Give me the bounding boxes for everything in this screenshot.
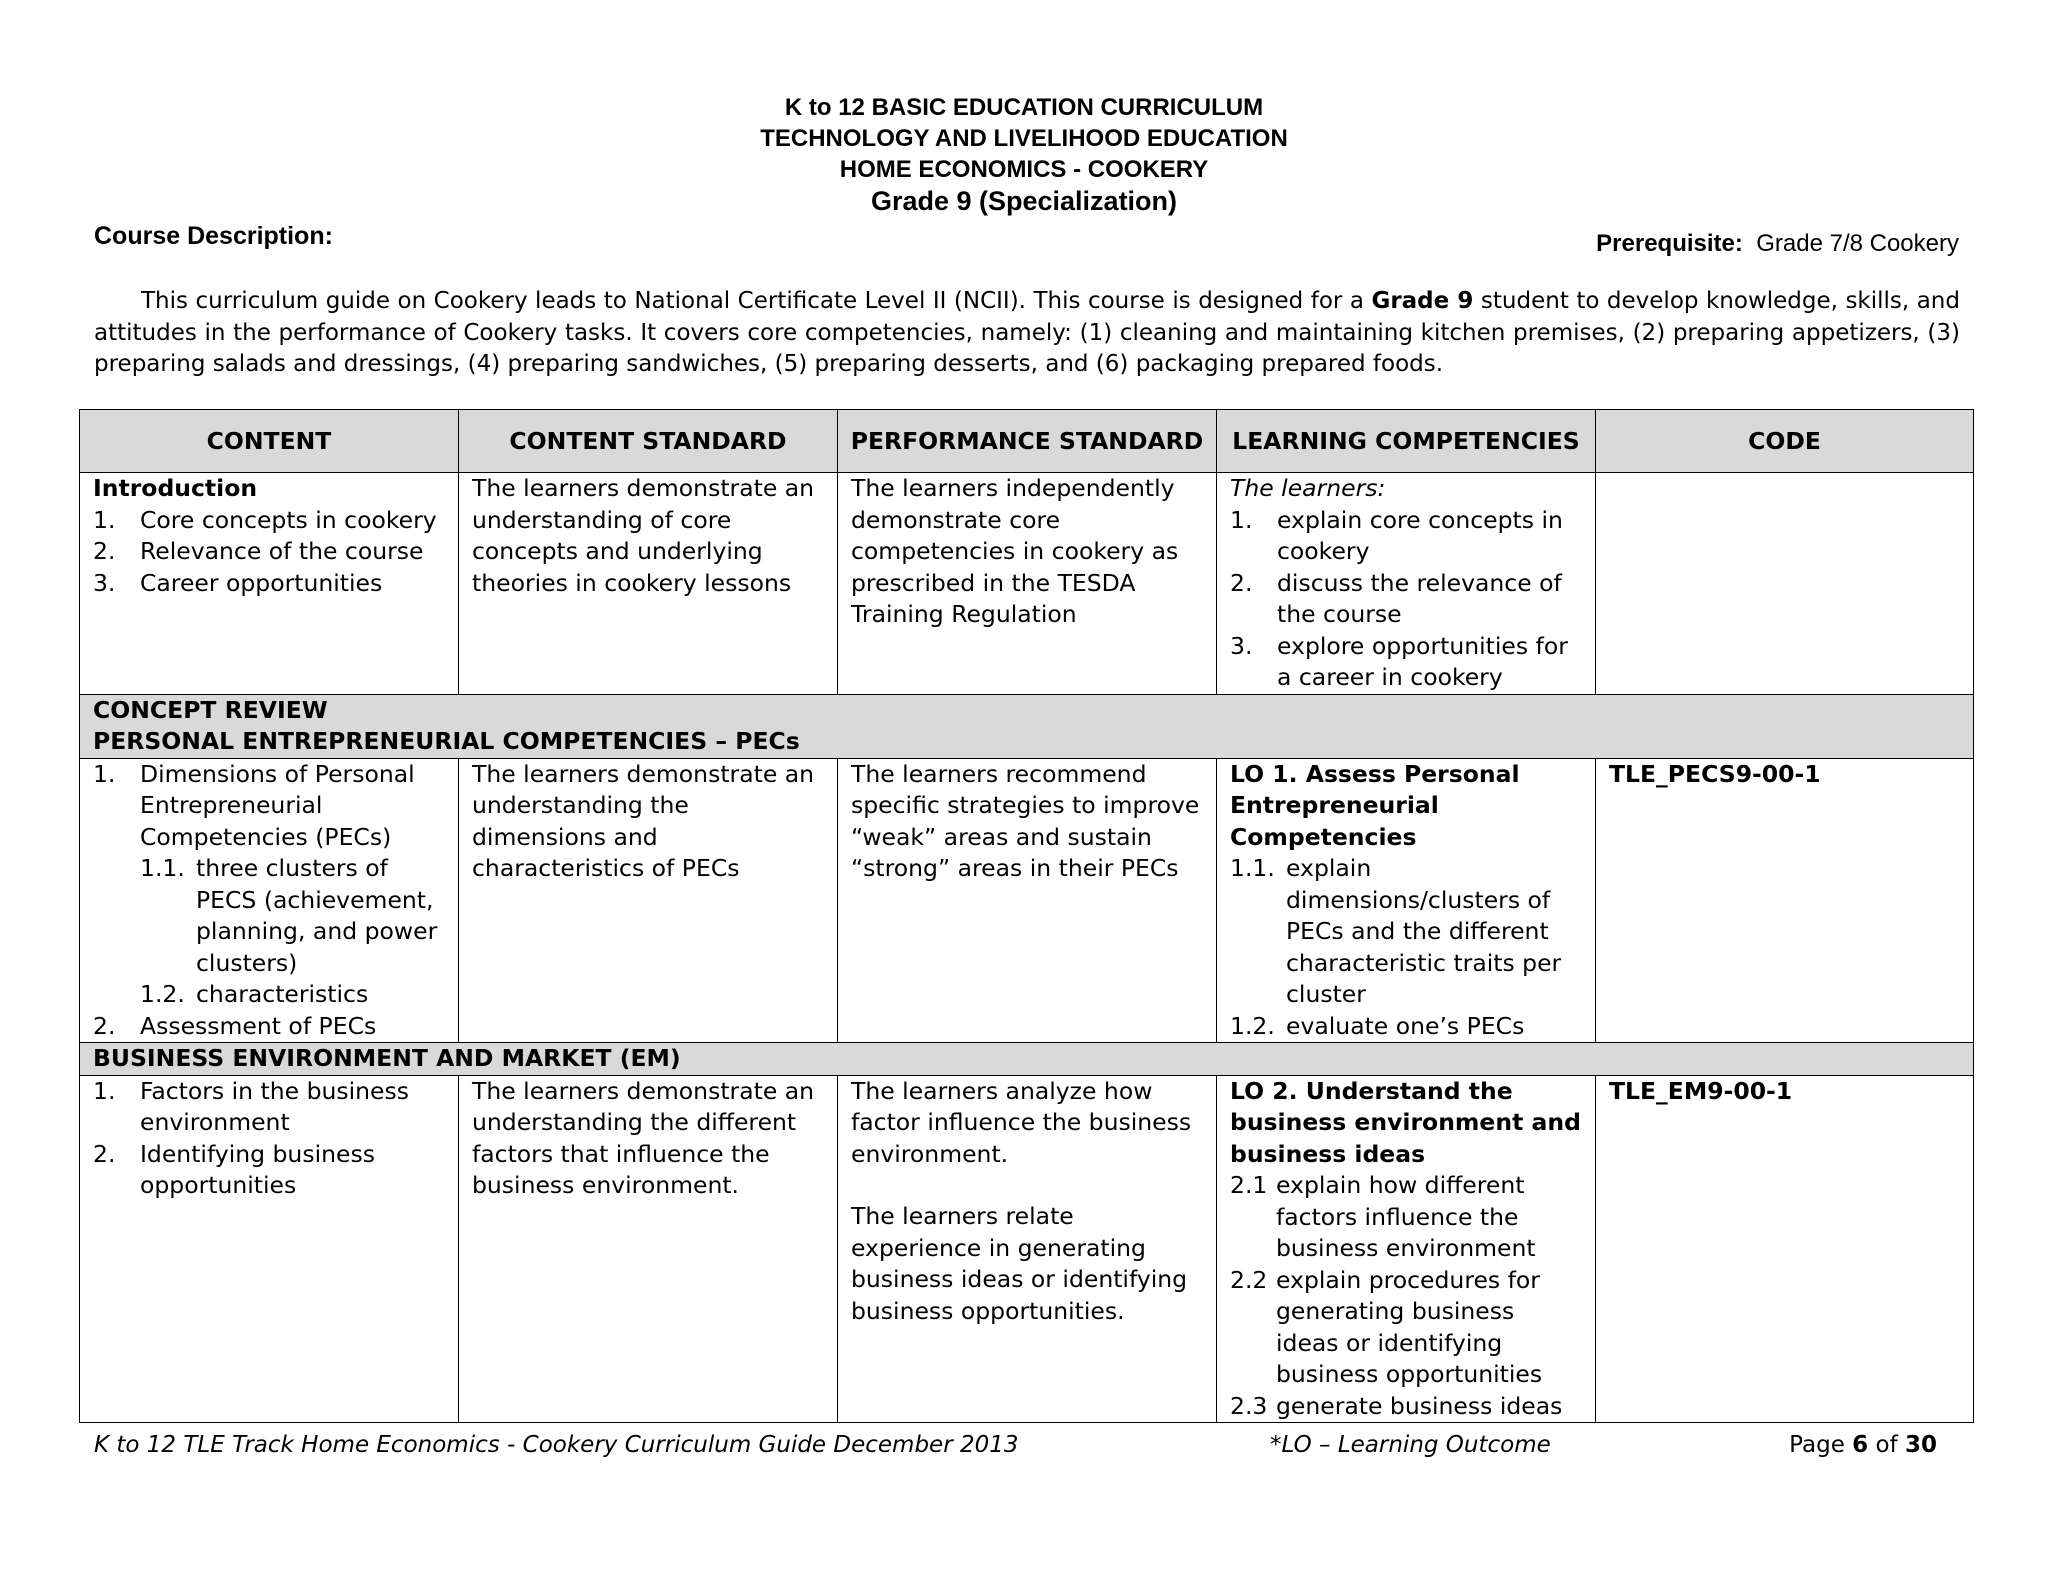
list-text: three clusters of PECS (achievement, planning, and power clusters) bbox=[196, 854, 438, 977]
list-item bbox=[1230, 1170, 1583, 1265]
section-band-pecs bbox=[80, 694, 1974, 758]
header-grade: Grade 9 (Specialization) bbox=[870, 186, 1178, 216]
table-row bbox=[80, 1075, 1974, 1423]
list-item bbox=[1230, 568, 1583, 631]
list-num: 1. bbox=[93, 505, 116, 534]
list-text: Core concepts in cookery bbox=[140, 505, 437, 534]
list-num: 1.2. bbox=[140, 980, 185, 1008]
list-text: explain dimensions/clusters of PECs and the different characteristic traits per cluster bbox=[1286, 854, 1562, 1008]
course-description-label: Course Description: bbox=[94, 222, 333, 250]
list-num: 2. bbox=[93, 1139, 116, 1168]
lo2-title: LO 2. Understand the business environment and business ideas bbox=[1230, 1076, 1581, 1168]
em-lc-list bbox=[1230, 1170, 1583, 1422]
list-item bbox=[1230, 1265, 1583, 1391]
em-performance-standard-2: The learners relate experience in generating business ideas or identifying business opportunities. bbox=[851, 1202, 1188, 1325]
curriculum-table bbox=[79, 409, 1974, 1423]
list-num: 1.2. bbox=[1230, 1011, 1275, 1040]
list-text: Career opportunities bbox=[140, 568, 383, 597]
description-part-1: This curriculum guide on Cookery leads to National Certificate Level II (NCII). This course is designed for a bbox=[141, 288, 1372, 314]
description-part-2: student to develop knowledge, skills, and attitudes in the performance of Cookery tasks. It covers core competencies, namely: (1) cleaning and maintaining kitchen premises, (2) preparing appetizers, (3) preparing salads and dressings, (4) preparing sandwiches, (5) preparing desserts, and (6) packaging prepared foods. bbox=[94, 288, 1960, 377]
header-content: CONTENT bbox=[80, 410, 459, 473]
lc-lead: The learners: bbox=[1230, 474, 1386, 502]
of-label: of bbox=[1875, 1432, 1898, 1458]
prerequisite-value: Grade 7/8 Cookery bbox=[1756, 230, 1959, 257]
list-num: 2. bbox=[93, 537, 116, 565]
pecs-content-cell bbox=[80, 758, 459, 1043]
band-cell bbox=[80, 694, 1974, 758]
intro-learning-competencies bbox=[1217, 473, 1596, 695]
list-num: 3. bbox=[1230, 631, 1253, 660]
list-item bbox=[93, 1011, 446, 1043]
table-row bbox=[80, 473, 1974, 695]
description-bold: Grade 9 bbox=[1371, 288, 1474, 314]
header-line-1: K to 12 BASIC EDUCATION CURRICULUM bbox=[784, 94, 1264, 121]
list-item bbox=[1230, 853, 1583, 1011]
list-item bbox=[93, 536, 446, 568]
list-text: Relevance of the course bbox=[140, 537, 424, 565]
header-line-3: HOME ECONOMICS - COOKERY bbox=[839, 156, 1209, 183]
intro-lc-list bbox=[1230, 505, 1583, 694]
intro-code bbox=[1596, 473, 1974, 695]
intro-performance-standard: The learners independently demonstrate core competencies in cookery as prescribed in the TESDA Training Regulation bbox=[838, 473, 1217, 695]
list-text: discuss the relevance of the course bbox=[1277, 568, 1562, 628]
prerequisite-label: Prerequisite: bbox=[1596, 230, 1743, 257]
pecs-code: TLE_PECS9-00-1 bbox=[1596, 758, 1974, 1043]
list-item bbox=[1230, 1011, 1583, 1043]
list-item bbox=[93, 759, 446, 854]
intro-content-cell bbox=[80, 473, 459, 695]
pecs-list-2 bbox=[93, 1011, 446, 1043]
list-text: explore opportunities for a career in cookery bbox=[1277, 631, 1568, 691]
list-text: Assessment of PECs bbox=[140, 1011, 377, 1040]
list-text: generate business ideas bbox=[1276, 1391, 1563, 1420]
list-num: 2.2 bbox=[1230, 1265, 1268, 1294]
intro-list bbox=[93, 505, 446, 600]
header-performance-standard: PERFORMANCE STANDARD bbox=[838, 410, 1217, 473]
document-header bbox=[0, 92, 2048, 218]
page-num: 6 bbox=[1852, 1432, 1869, 1458]
list-num: 1.1. bbox=[140, 854, 185, 882]
list-item bbox=[1230, 631, 1583, 694]
header-code: CODE bbox=[1596, 410, 1974, 473]
list-num: 1.1. bbox=[1230, 854, 1275, 882]
em-learning-competencies bbox=[1217, 1075, 1596, 1423]
band-line: BUSINESS ENVIRONMENT AND MARKET (EM) bbox=[93, 1044, 681, 1072]
prerequisite bbox=[1596, 230, 1959, 258]
table-header-row bbox=[80, 410, 1974, 473]
pecs-learning-competencies bbox=[1217, 758, 1596, 1043]
list-item bbox=[140, 979, 446, 1011]
spacer bbox=[851, 1170, 1204, 1201]
list-item bbox=[1230, 505, 1583, 568]
em-performance-standard bbox=[838, 1075, 1217, 1423]
list-num: 1. bbox=[93, 1076, 116, 1105]
band-line: CONCEPT REVIEW bbox=[93, 695, 328, 724]
page-total: 30 bbox=[1904, 1432, 1937, 1458]
pecs-list bbox=[93, 759, 446, 854]
em-content-standard: The learners demonstrate an understanding the different factors that influence the business environment. bbox=[459, 1075, 838, 1423]
section-band-em bbox=[80, 1043, 1974, 1076]
em-performance-standard-1: The learners analyze how factor influence the business environment. bbox=[851, 1076, 1192, 1168]
table-row bbox=[80, 758, 1974, 1043]
band-cell bbox=[80, 1043, 1974, 1076]
header-line-2: TECHNOLOGY AND LIVELIHOOD EDUCATION bbox=[760, 125, 1288, 152]
list-num: 3. bbox=[93, 568, 116, 597]
em-list bbox=[93, 1076, 446, 1202]
list-num: 2.1 bbox=[1230, 1171, 1268, 1199]
footer-page-number bbox=[1789, 1432, 1937, 1458]
list-num: 1. bbox=[1230, 505, 1253, 534]
list-text: explain how different factors influence the business environment bbox=[1276, 1171, 1536, 1262]
em-code: TLE_EM9-00-1 bbox=[1596, 1075, 1974, 1423]
list-num: 2.3 bbox=[1230, 1391, 1268, 1420]
list-item bbox=[93, 505, 446, 537]
list-num: 2. bbox=[93, 1011, 116, 1040]
list-item bbox=[93, 1076, 446, 1139]
list-num: 2. bbox=[1230, 568, 1253, 597]
list-item bbox=[140, 853, 446, 979]
list-text: evaluate one’s PECs bbox=[1286, 1011, 1525, 1040]
list-text: Dimensions of Personal Entrepreneurial Competencies (PECs) bbox=[140, 759, 415, 851]
list-text: Factors in the business environment bbox=[140, 1076, 409, 1136]
list-item bbox=[93, 568, 446, 600]
header-learning-competencies: LEARNING COMPETENCIES bbox=[1217, 410, 1596, 473]
pecs-lc-list bbox=[1230, 853, 1583, 1042]
page-label: Page bbox=[1789, 1432, 1845, 1458]
list-item bbox=[1230, 1391, 1583, 1423]
band-line: PERSONAL ENTREPRENEURIAL COMPETENCIES – PECs bbox=[93, 727, 800, 755]
list-num: 1. bbox=[93, 759, 116, 788]
header-content-standard: CONTENT STANDARD bbox=[459, 410, 838, 473]
course-description bbox=[94, 286, 1960, 381]
lo1-title: LO 1. Assess Personal Entrepreneurial Competencies bbox=[1230, 759, 1520, 851]
pecs-performance-standard: The learners recommend specific strategies to improve “weak” areas and sustain “strong” areas in their PECs bbox=[838, 758, 1217, 1043]
intro-title: Introduction bbox=[93, 474, 258, 502]
list-text: characteristics bbox=[196, 980, 369, 1008]
list-text: Identifying business opportunities bbox=[140, 1139, 375, 1199]
footer-lo-note: *LO – Learning Outcome bbox=[1270, 1432, 1551, 1458]
em-content-cell bbox=[80, 1075, 459, 1423]
pecs-content-standard: The learners demonstrate an understanding the dimensions and characteristics of PECs bbox=[459, 758, 838, 1043]
list-text: explain procedures for generating business ideas or identifying business opportunities bbox=[1276, 1265, 1543, 1388]
intro-content-standard: The learners demonstrate an understanding of core concepts and underlying theories in cookery lessons bbox=[459, 473, 838, 695]
list-item bbox=[93, 1139, 446, 1202]
list-text: explain core concepts in cookery bbox=[1277, 505, 1563, 565]
footer-guide-title: K to 12 TLE Track Home Economics - Cookery Curriculum Guide December 2013 bbox=[94, 1432, 1019, 1458]
pecs-sublist bbox=[93, 853, 446, 1011]
